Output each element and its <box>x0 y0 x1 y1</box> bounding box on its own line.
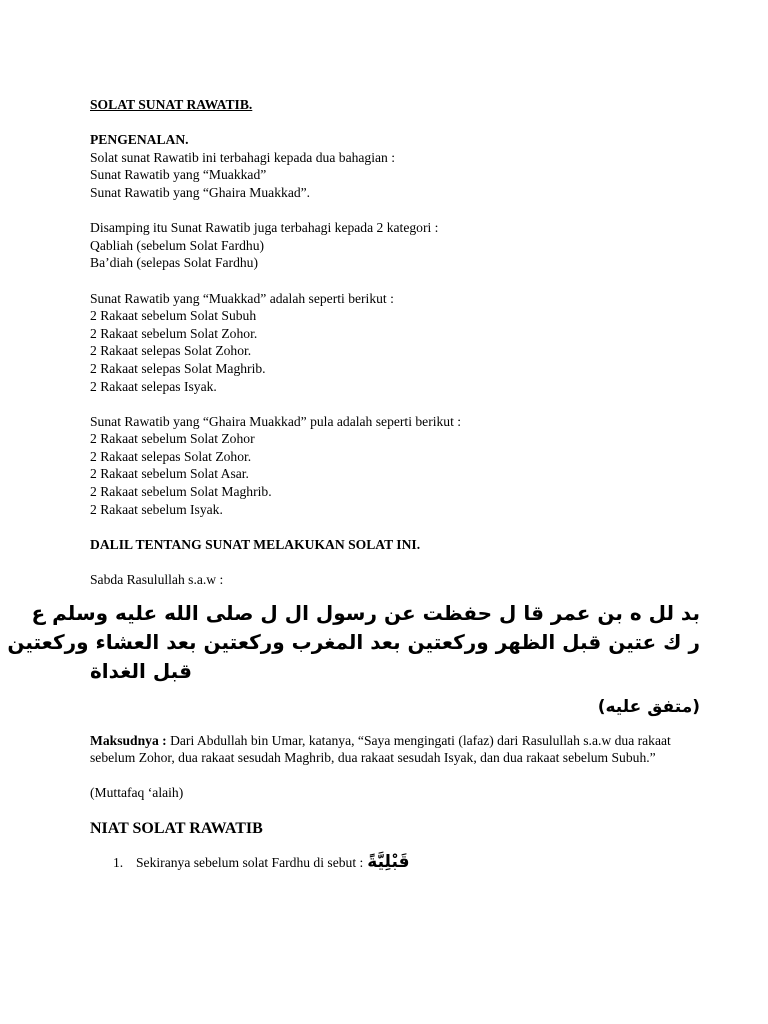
maksud-paragraph <box>90 732 690 767</box>
dalil-heading: DALIL TENTANG SUNAT MELAKUKAN SOLAT INI. <box>90 536 421 552</box>
arabic-term: قَبْلِيَّةً <box>367 851 410 872</box>
maksud-label: Maksudnya : <box>90 732 167 748</box>
intro-line: Sunat Rawatib yang “Muakkad” <box>90 167 267 183</box>
page-title: SOLAT SUNAT RAWATIB. <box>90 97 253 112</box>
maksud-text: Dari Abdullah bin Umar, katanya, “Saya mengingati (lafaz) dari Rasulullah s.a.w dua rakaat sebelum Zohor, dua rakaat sesudah Maghrib, dua rakaat sesudah Isyak, dan dua rakaat sebelum Subuh.” <box>90 732 671 766</box>
ghaira-line: 2 Rakaat sebelum Isyak. <box>90 501 223 517</box>
arabic-line: ر ك عتين قبل الظهر وركعتين بعد المغرب وركعتين بعد العشاء وركعتين <box>7 629 700 654</box>
ghaira-line: 2 Rakaat sebelum Solat Asar. <box>90 466 249 482</box>
categories-line: Disamping itu Sunat Rawatib juga terbahagi kepada 2 kategori : <box>90 220 439 236</box>
list-number: 1. <box>113 854 124 870</box>
arabic-line: بد لل ه بن عمر قا ل حفظت عن رسول ال ل صلى الله عليه وسلم ع <box>31 600 700 625</box>
muakkad-line: Sunat Rawatib yang “Muakkad” adalah seperti berikut : <box>90 290 394 306</box>
ghaira-line: 2 Rakaat sebelum Solat Zohor <box>90 431 255 447</box>
muakkad-line: 2 Rakaat sebelum Solat Subuh <box>90 308 257 324</box>
list-text: Sekiranya sebelum solat Fardhu di sebut : <box>136 854 364 870</box>
muakkad-line: 2 Rakaat selepas Solat Zohor. <box>90 343 252 359</box>
sabda-line: Sabda Rasulullah s.a.w : <box>90 572 224 588</box>
categories-line: Ba’diah (selepas Solat Fardhu) <box>90 255 258 271</box>
intro-heading: PENGENALAN. <box>90 132 189 148</box>
arabic-line: قبل الغداة <box>90 658 192 683</box>
intro-line: Solat sunat Rawatib ini terbahagi kepada dua bahagian : <box>90 149 396 165</box>
muakkad-line: 2 Rakaat selepas Solat Maghrib. <box>90 360 266 376</box>
list-item <box>113 851 700 872</box>
ghaira-line: 2 Rakaat selepas Solat Zohor. <box>90 448 252 464</box>
document-page <box>7 96 700 872</box>
muakkad-line: 2 Rakaat sebelum Solat Zohor. <box>90 325 258 341</box>
muakkad-line: 2 Rakaat selepas Isyak. <box>90 378 217 394</box>
ghaira-line: 2 Rakaat sebelum Solat Maghrib. <box>90 484 272 500</box>
arabic-reference: (متفق عليه) <box>597 696 700 717</box>
intro-line: Sunat Rawatib yang “Ghaira Muakkad”. <box>90 184 311 200</box>
ghaira-line: Sunat Rawatib yang “Ghaira Muakkad” pula adalah seperti berikut : <box>90 413 462 429</box>
niat-heading: NIAT SOLAT RAWATIB <box>90 820 263 837</box>
muttafaq-line: (Muttafaq ‘alaih) <box>90 785 184 801</box>
categories-line: Qabliah (sebelum Solat Fardhu) <box>90 237 265 253</box>
arabic-hadith <box>7 599 700 686</box>
